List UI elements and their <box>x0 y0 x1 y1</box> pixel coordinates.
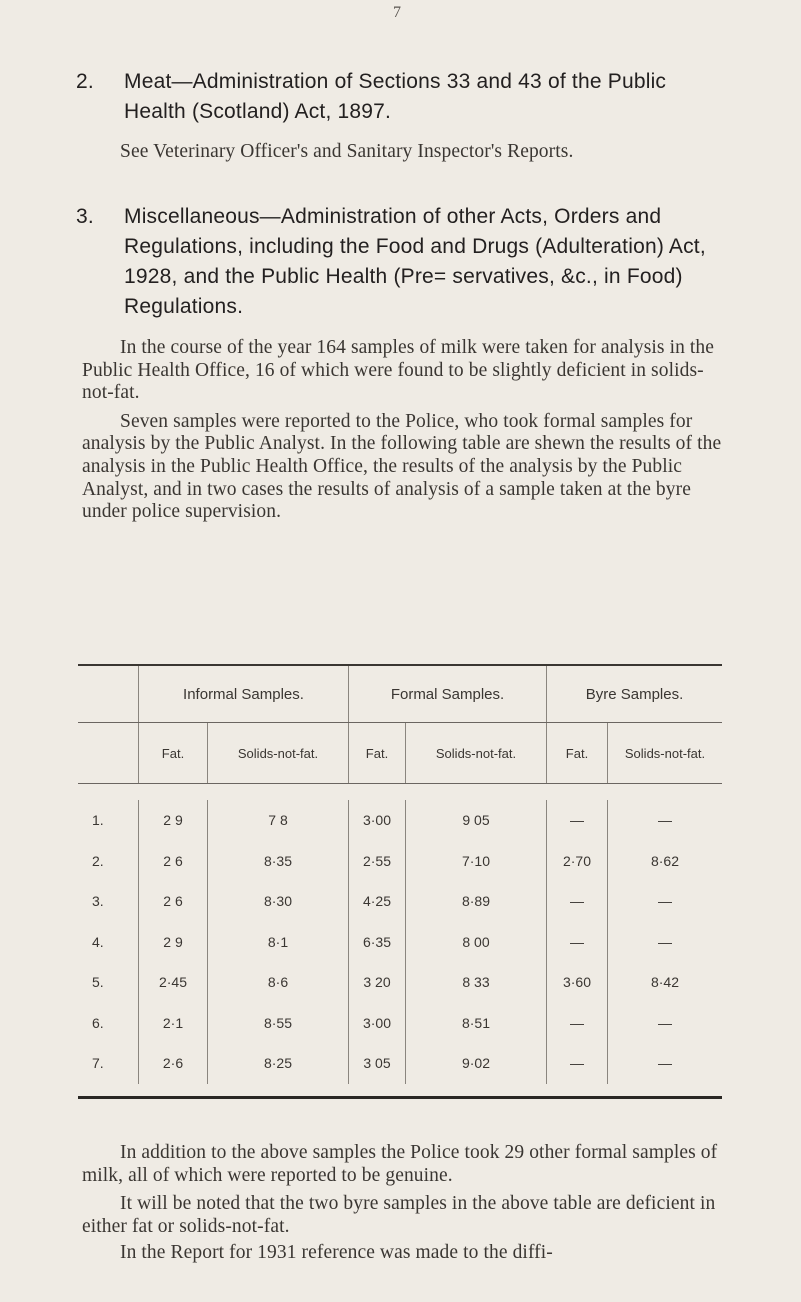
formal-snf-cell: 9·02 <box>406 1043 547 1084</box>
formal-fat-cell: 3·00 <box>349 1003 406 1044</box>
section-2 <box>76 67 722 164</box>
formal-snf-cell: 8 33 <box>406 962 547 1003</box>
group-byre-samples: Byre Samples. <box>547 665 723 723</box>
informal-fat-cell: 2 6 <box>139 841 208 882</box>
table-row <box>78 1043 722 1084</box>
byre-snf-cell: — <box>608 800 723 841</box>
section-2-note: See Veterinary Officer's and Sanitary Inspector's Reports. <box>120 141 574 162</box>
informal-fat-cell: 2 9 <box>139 800 208 841</box>
group-formal-samples: Formal Samples. <box>349 665 547 723</box>
informal-fat-cell: 2·45 <box>139 962 208 1003</box>
byre-snf-cell: — <box>608 1003 723 1044</box>
after-table-paragraph-1: In addition to the above samples the Police took 29 other formal samples of milk, all of which were reported to be genuine. <box>82 1142 718 1186</box>
row-number: 4. <box>92 933 104 950</box>
table-row <box>78 841 722 882</box>
informal-fat-cell: 2·6 <box>139 1043 208 1084</box>
section-3-number: 3. <box>76 205 94 228</box>
byre-snf-cell: 8·62 <box>608 841 723 882</box>
byre-fat-cell: — <box>547 1003 608 1044</box>
informal-snf-cell: 8·6 <box>208 962 349 1003</box>
formal-fat-cell: 3 20 <box>349 962 406 1003</box>
informal-snf-cell: 8·25 <box>208 1043 349 1084</box>
byre-snf-cell: — <box>608 881 723 922</box>
subheader-byre-snf: Solids-not-fat. <box>608 723 723 784</box>
byre-fat-cell: — <box>547 922 608 963</box>
byre-snf-cell: 8·42 <box>608 962 723 1003</box>
section-2-heading-block <box>76 67 722 127</box>
table-row <box>78 1003 722 1044</box>
section-3-heading: Miscellaneous—Administration of other Acts, Orders and Regulations, including the Food and Drugs (Adulteration) Act, 1928, and the Public Health (Pre= servatives, &c., in Food) Regulations. <box>124 205 706 318</box>
informal-snf-cell: 8·1 <box>208 922 349 963</box>
table-row <box>78 881 722 922</box>
section-2-number: 2. <box>76 70 94 93</box>
formal-fat-cell: 3 05 <box>349 1043 406 1084</box>
informal-fat-cell: 2 9 <box>139 922 208 963</box>
informal-snf-cell: 7 8 <box>208 800 349 841</box>
byre-fat-cell: 2·70 <box>547 841 608 882</box>
informal-snf-cell: 8·30 <box>208 881 349 922</box>
table-row <box>78 962 722 1003</box>
table-group-header-row <box>78 665 722 723</box>
row-number: 7. <box>92 1055 104 1072</box>
milk-analysis-table <box>78 664 722 1099</box>
formal-fat-cell: 6·35 <box>349 922 406 963</box>
page-marker: 7 <box>393 4 401 21</box>
section-2-heading: Meat—Administration of Sections 33 and 43 of the Public Health (Scotland) Act, 1897. <box>124 70 667 123</box>
informal-snf-cell: 8·35 <box>208 841 349 882</box>
formal-snf-cell: 9 05 <box>406 800 547 841</box>
formal-fat-cell: 2·55 <box>349 841 406 882</box>
byre-snf-cell: — <box>608 922 723 963</box>
formal-snf-cell: 8 00 <box>406 922 547 963</box>
row-number: 1. <box>92 812 104 829</box>
subheader-informal-fat: Fat. <box>139 723 208 784</box>
formal-snf-cell: 8·51 <box>406 1003 547 1044</box>
section-3 <box>76 202 722 524</box>
section-3-paragraph-1: In the course of the year 164 samples of milk were taken for analysis in the Public Health Office, 16 of which were found to be slightly deficient in solids-not-fat. <box>82 337 715 404</box>
table-row <box>78 922 722 963</box>
formal-fat-cell: 3·00 <box>349 800 406 841</box>
table-subheader-row <box>78 723 722 784</box>
after-table-paragraph-3: In the Report for 1931 reference was made to the diffi- <box>120 1242 553 1264</box>
section-3-heading-block <box>76 202 722 322</box>
byre-fat-cell: — <box>547 800 608 841</box>
row-number: 3. <box>92 893 104 910</box>
informal-fat-cell: 2·1 <box>139 1003 208 1044</box>
formal-snf-cell: 7·10 <box>406 841 547 882</box>
group-informal-samples: Informal Samples. <box>139 665 349 723</box>
byre-fat-cell: — <box>547 881 608 922</box>
byre-snf-cell: — <box>608 1043 723 1084</box>
byre-fat-cell: — <box>547 1043 608 1084</box>
formal-snf-cell: 8·89 <box>406 881 547 922</box>
subheader-formal-snf: Solids-not-fat. <box>406 723 547 784</box>
after-table-paragraph-2: It will be noted that the two byre samples in the above table are deficient in either fat or solids-not-fat. <box>82 1193 716 1237</box>
byre-fat-cell: 3·60 <box>547 962 608 1003</box>
row-number: 5. <box>92 974 104 991</box>
subheader-informal-snf: Solids-not-fat. <box>208 723 349 784</box>
informal-snf-cell: 8·55 <box>208 1003 349 1044</box>
closing-text <box>82 1142 722 1265</box>
row-number: 6. <box>92 1014 104 1031</box>
row-number: 2. <box>92 852 104 869</box>
table-row <box>78 800 722 841</box>
section-3-paragraph-2: Seven samples were reported to the Police, who took formal samples for analysis by the Public Analyst. In the following table are shewn the results of the analysis in the Public Health Office, the results of the analysis by the Public Analyst, and in two cases the results of analysis of a sample taken at the byre under police supervision. <box>82 410 722 523</box>
subheader-byre-fat: Fat. <box>547 723 608 784</box>
informal-fat-cell: 2 6 <box>139 881 208 922</box>
formal-fat-cell: 4·25 <box>349 881 406 922</box>
subheader-formal-fat: Fat. <box>349 723 406 784</box>
